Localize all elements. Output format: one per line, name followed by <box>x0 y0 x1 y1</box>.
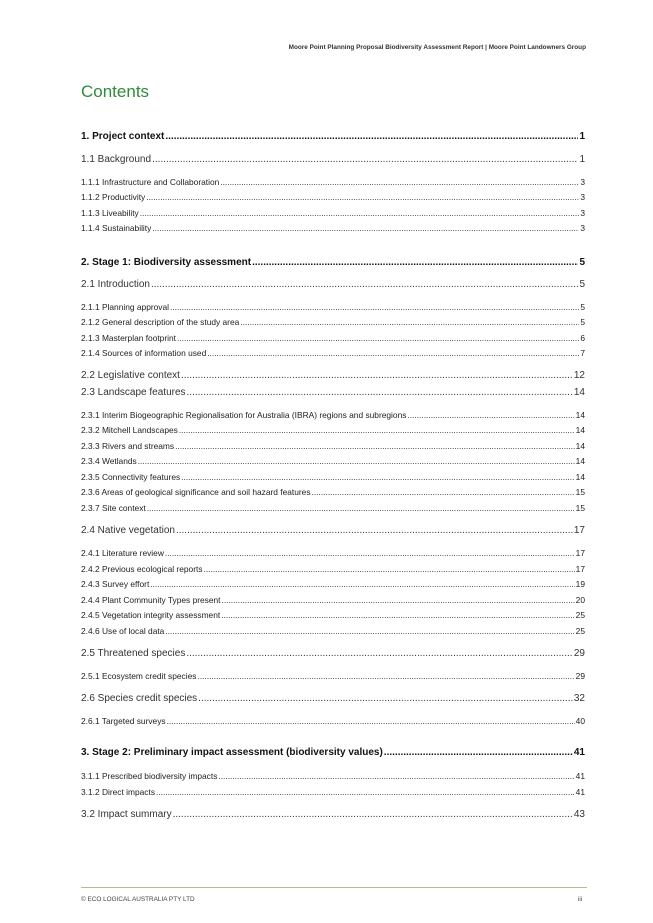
toc-entry-label: 2.4.3 Survey effort <box>81 579 150 589</box>
toc-leader-dots <box>407 410 574 420</box>
toc-leader-dots <box>197 671 574 681</box>
toc-entry[interactable] <box>81 208 585 218</box>
toc-entry-label: 2.4.1 Literature review <box>81 548 164 558</box>
toc-entry[interactable] <box>81 747 585 758</box>
toc-entry-label: 2.1.4 Sources of information used <box>81 348 207 358</box>
toc-leader-dots <box>222 595 575 605</box>
toc-entry[interactable] <box>81 525 585 536</box>
toc-entry[interactable] <box>81 487 585 497</box>
toc-entry[interactable] <box>81 425 585 435</box>
toc-entry-label: 2.4.4 Plant Community Types present <box>81 595 221 605</box>
toc-leader-dots <box>146 192 579 202</box>
toc-entry[interactable] <box>81 771 585 781</box>
toc-entry-page: 6 <box>580 333 585 343</box>
footer-copyright: © ECO LOGICAL AUSTRALIA PTY LTD <box>81 896 195 903</box>
toc-leader-dots <box>176 525 573 536</box>
toc-entry-label: 2.1.3 Masterplan footprint <box>81 333 176 343</box>
toc-entry[interactable] <box>81 257 585 268</box>
toc-entry-page: 3 <box>580 192 585 202</box>
toc-entry-page: 3 <box>580 223 585 233</box>
footer-divider <box>81 887 587 888</box>
toc-entry-page: 14 <box>573 387 585 398</box>
toc-entry[interactable] <box>81 131 585 142</box>
toc-leader-dots <box>252 257 578 268</box>
toc-leader-dots <box>218 771 574 781</box>
toc-entry-page: 41 <box>575 771 585 781</box>
toc-leader-dots <box>150 579 574 589</box>
toc-leader-dots <box>384 747 573 758</box>
toc-entry[interactable] <box>81 154 585 165</box>
toc-entry-label: 2.3.2 Mitchell Landscapes <box>81 425 178 435</box>
toc-entry[interactable] <box>81 503 585 513</box>
toc-entry[interactable] <box>81 716 585 726</box>
toc-entry-label: 2.1 Introduction <box>81 279 150 290</box>
toc-entry[interactable] <box>81 317 585 327</box>
toc-entry-page: 12 <box>573 370 585 381</box>
toc-entry-label: 2.3.3 Rivers and streams <box>81 441 175 451</box>
toc-entry-page: 40 <box>575 716 585 726</box>
footer-page-number: iii <box>578 896 583 903</box>
toc-leader-dots <box>165 626 574 636</box>
toc-entry-page: 1 <box>579 154 585 165</box>
toc-entry-page: 3 <box>580 208 585 218</box>
toc-entry[interactable] <box>81 595 585 605</box>
toc-entry[interactable] <box>81 787 585 797</box>
toc-leader-dots <box>187 387 573 398</box>
toc-entry-label: 1.1.4 Sustainability <box>81 223 152 233</box>
toc-leader-dots <box>240 317 579 327</box>
toc-entry-page: 41 <box>573 747 585 758</box>
toc-entry-page: 25 <box>575 626 585 636</box>
toc-entry[interactable] <box>81 626 585 636</box>
toc-leader-dots <box>179 425 575 435</box>
toc-entry-page: 17 <box>573 525 585 536</box>
toc-entry-page: 41 <box>575 787 585 797</box>
toc-entry-label: 2.4 Native vegetation <box>81 525 175 536</box>
toc-entry[interactable] <box>81 472 585 482</box>
toc-leader-dots <box>165 548 575 558</box>
toc-entry[interactable] <box>81 809 585 820</box>
toc-leader-dots <box>167 716 575 726</box>
toc-entry[interactable] <box>81 192 585 202</box>
toc-entry-page: 25 <box>575 610 585 620</box>
toc-entry-page: 5 <box>580 302 585 312</box>
toc-entry[interactable] <box>81 302 585 312</box>
toc-entry[interactable] <box>81 548 585 558</box>
toc-entry-page: 43 <box>573 809 585 820</box>
toc-leader-dots <box>198 693 573 704</box>
toc-entry-page: 14 <box>575 472 585 482</box>
toc-entry[interactable] <box>81 410 585 420</box>
toc-leader-dots <box>151 279 579 290</box>
toc-leader-dots <box>204 564 575 574</box>
toc-leader-dots <box>165 131 578 142</box>
toc-entry[interactable] <box>81 279 585 290</box>
toc-leader-dots <box>138 456 575 466</box>
toc-entry-page: 15 <box>575 503 585 513</box>
toc-entry[interactable] <box>81 223 585 233</box>
toc-leader-dots <box>156 787 575 797</box>
running-header: Moore Point Planning Proposal Biodiversity Assessment Report | Moore Point Landowners Group <box>288 44 586 51</box>
toc-entry-page: 5 <box>579 279 585 290</box>
toc-entry-label: 1.1 Background <box>81 154 152 165</box>
toc-entry-label: 2.3.4 Wetlands <box>81 456 137 466</box>
toc-leader-dots <box>170 302 579 312</box>
toc-entry-label: 1. Project context <box>81 131 165 142</box>
toc-entry-page: 15 <box>575 487 585 497</box>
toc-entry-label: 2.5.1 Ecosystem credit species <box>81 671 197 681</box>
toc-leader-dots <box>147 503 575 513</box>
toc-entry[interactable] <box>81 333 585 343</box>
toc-entry-page: 14 <box>575 410 585 420</box>
toc-entry-label: 3.1.1 Prescribed biodiversity impacts <box>81 771 218 781</box>
toc-entry-page: 7 <box>580 348 585 358</box>
toc-leader-dots <box>173 809 573 820</box>
toc-entry-label: 1.1.2 Productivity <box>81 192 146 202</box>
toc-entry[interactable] <box>81 648 585 659</box>
toc-entry-page: 19 <box>575 579 585 589</box>
toc-entry-label: 2.4.2 Previous ecological reports <box>81 564 203 574</box>
toc-entry-page: 14 <box>575 425 585 435</box>
toc-entry-page: 32 <box>573 693 585 704</box>
toc-entry[interactable] <box>81 579 585 589</box>
toc-leader-dots <box>221 610 574 620</box>
toc-entry-page: 5 <box>579 257 585 268</box>
toc-entry-label: 1.1.1 Infrastructure and Collaboration <box>81 177 220 187</box>
toc-entry-page: 5 <box>580 317 585 327</box>
toc-entry[interactable] <box>81 564 585 574</box>
toc-entry[interactable] <box>81 671 585 681</box>
toc-entry-label: 2.1.1 Planning approval <box>81 302 170 312</box>
toc-leader-dots <box>175 441 575 451</box>
toc-entry-label: 3. Stage 2: Preliminary impact assessment (biodiversity values) <box>81 747 383 758</box>
toc-entry-label: 2.3.7 Site context <box>81 503 146 513</box>
toc-entry-page: 14 <box>575 441 585 451</box>
toc-entry[interactable] <box>81 456 585 466</box>
toc-entry-label: 2.6 Species credit species <box>81 693 198 704</box>
toc-entry[interactable] <box>81 387 585 398</box>
toc-entry-label: 2. Stage 1: Biodiversity assessment <box>81 257 252 268</box>
toc-leader-dots <box>312 487 575 497</box>
toc-entry-label: 2.4.6 Use of local data <box>81 626 165 636</box>
toc-leader-dots <box>181 472 575 482</box>
toc-leader-dots <box>220 177 579 187</box>
toc-entry-page: 17 <box>575 548 585 558</box>
toc-entry-page: 14 <box>575 456 585 466</box>
toc-entry[interactable] <box>81 610 585 620</box>
toc-entry-page: 1 <box>579 131 585 142</box>
toc-leader-dots <box>140 208 580 218</box>
toc-entry[interactable] <box>81 693 585 704</box>
toc-entry-page: 17 <box>575 564 585 574</box>
toc-leader-dots <box>186 648 573 659</box>
toc-leader-dots <box>152 223 579 233</box>
toc-entry-page: 20 <box>575 595 585 605</box>
toc-leader-dots <box>207 348 579 358</box>
toc-entry-label: 2.3.1 Interim Biogeographic Regionalisation for Australia (IBRA) regions and subregions <box>81 410 407 420</box>
toc-entry-page: 29 <box>573 648 585 659</box>
toc-entry-label: 1.1.3 Liveability <box>81 208 139 218</box>
toc-entry-label: 2.4.5 Vegetation integrity assessment <box>81 610 221 620</box>
toc-entry-label: 3.1.2 Direct impacts <box>81 787 156 797</box>
toc-entry-label: 2.5 Threatened species <box>81 648 186 659</box>
toc-entry[interactable] <box>81 177 585 187</box>
toc-entry-label: 2.3 Landscape features <box>81 387 186 398</box>
toc-leader-dots <box>177 333 579 343</box>
toc-entry-label: 2.1.2 General description of the study area <box>81 317 240 327</box>
toc-entry[interactable] <box>81 370 585 381</box>
toc-entry-label: 2.3.6 Areas of geological significance and soil hazard features <box>81 487 311 497</box>
toc-leader-dots <box>181 370 573 381</box>
toc-leader-dots <box>152 154 578 165</box>
toc-entry-label: 2.6.1 Targeted surveys <box>81 716 166 726</box>
toc-entry[interactable] <box>81 348 585 358</box>
toc-entry-page: 29 <box>575 671 585 681</box>
toc-entry-page: 3 <box>580 177 585 187</box>
toc-entry-label: 2.2 Legislative context <box>81 370 180 381</box>
toc-entry-label: 2.3.5 Connectivity features <box>81 472 181 482</box>
toc-entry-label: 3.2 Impact summary <box>81 809 172 820</box>
page-title: Contents <box>81 82 150 101</box>
toc-entry[interactable] <box>81 441 585 451</box>
